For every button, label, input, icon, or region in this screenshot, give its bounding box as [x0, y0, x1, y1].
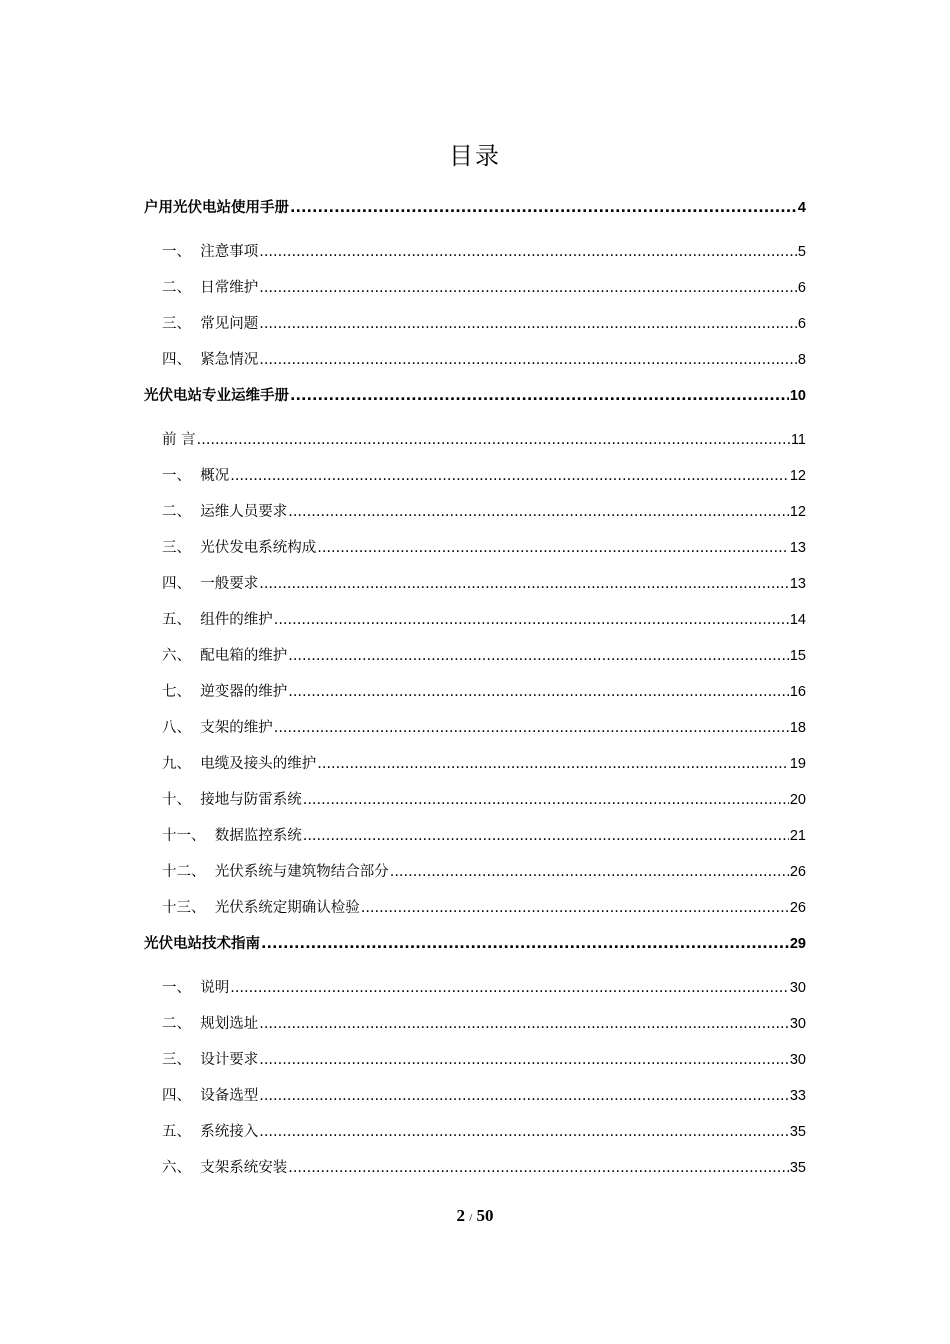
toc-entry-gap	[191, 1042, 200, 1078]
toc-subsection-entry[interactable]	[144, 494, 806, 530]
dot-leader	[288, 1150, 789, 1186]
toc-entry-gap	[191, 270, 200, 306]
toc-entry-number: 十一、	[162, 828, 206, 844]
toc-entry-page-number: 30	[789, 1052, 806, 1068]
dot-leader	[259, 306, 797, 342]
toc-entry-label: 运维人员要求	[200, 504, 288, 520]
toc-entry-label: 常见问题	[200, 316, 259, 332]
toc-entry-page-number: 30	[789, 980, 806, 996]
toc-entry-page-number: 26	[789, 864, 806, 880]
toc-entry-gap	[191, 306, 200, 342]
toc-subsection-entry[interactable]	[144, 458, 806, 494]
toc-entry-label: 光伏发电系统构成	[200, 540, 317, 556]
toc-entry-gap	[191, 566, 200, 602]
dot-leader	[390, 854, 789, 890]
toc-entry-number: 一、	[162, 468, 191, 484]
dot-leader	[259, 1042, 789, 1078]
toc-entry-page-number: 10	[789, 388, 806, 404]
dot-leader	[288, 674, 789, 710]
toc-entry-label: 光伏电站技术指南	[144, 936, 260, 952]
toc-entry-gap	[191, 970, 200, 1006]
dot-leader	[288, 494, 789, 530]
toc-subsection-entry[interactable]	[144, 1042, 806, 1078]
dot-leader	[274, 710, 789, 746]
dot-leader	[230, 458, 789, 494]
toc-entry-page-number: 18	[789, 720, 806, 736]
toc-subsection-entry[interactable]	[144, 970, 806, 1006]
toc-entry-label: 日常维护	[200, 280, 259, 296]
dot-leader	[259, 1078, 789, 1114]
toc-subsection-entry[interactable]	[144, 342, 806, 378]
toc-subsection-entry[interactable]	[144, 602, 806, 638]
toc-entry-gap	[206, 890, 215, 926]
toc-entry-number: 三、	[162, 1052, 191, 1068]
toc-entry-gap	[206, 854, 215, 890]
toc-entry-number: 二、	[162, 504, 191, 520]
toc-entry-label: 一般要求	[200, 576, 259, 592]
toc-entry-number: 十、	[162, 792, 191, 808]
toc-entry-gap	[191, 782, 200, 818]
dot-leader	[259, 270, 797, 306]
toc-entry-number: 四、	[162, 1088, 191, 1104]
toc-entry-number: 六、	[162, 648, 191, 664]
toc-entry-number: 二、	[162, 1016, 191, 1032]
toc-entry-number: 五、	[162, 612, 191, 628]
toc-entry-page-number: 19	[789, 756, 806, 772]
toc-subsection-entry[interactable]	[144, 270, 806, 306]
toc-entry-page-number: 26	[789, 900, 806, 916]
toc-entry-label: 概况	[200, 468, 230, 484]
dot-leader	[361, 890, 789, 926]
toc-entry-label: 紧急情况	[200, 352, 259, 368]
dot-leader	[259, 342, 797, 378]
toc-entry-page-number: 8	[797, 352, 806, 368]
toc-entry-gap	[191, 494, 200, 530]
dot-leader	[261, 926, 789, 962]
toc-entry-number: 五、	[162, 1124, 191, 1140]
toc-section-entry[interactable]	[144, 378, 806, 414]
dot-leader	[303, 818, 789, 854]
toc-entry-page-number: 6	[797, 280, 806, 296]
toc-subsection-entry[interactable]	[144, 674, 806, 710]
toc-subsection-entry[interactable]	[144, 638, 806, 674]
dot-leader	[259, 566, 789, 602]
toc-subsection-entry[interactable]	[144, 818, 806, 854]
toc-entry-label: 逆变器的维护	[200, 684, 288, 700]
toc-subsection-entry[interactable]	[144, 566, 806, 602]
toc-entry-page-number: 30	[789, 1016, 806, 1032]
toc-subsection-entry[interactable]	[144, 782, 806, 818]
toc-entry-page-number: 33	[789, 1088, 806, 1104]
toc-section-entry[interactable]	[144, 190, 806, 226]
toc-entry-number: 三、	[162, 540, 191, 556]
toc-entry-page-number: 11	[790, 432, 806, 448]
toc-entry-number: 三、	[162, 316, 191, 332]
toc-entry-gap	[191, 342, 200, 378]
toc-entry-label: 光伏系统定期确认检验	[214, 900, 360, 916]
toc-entry-label: 注意事项	[200, 244, 259, 260]
toc-entry-page-number: 5	[797, 244, 806, 260]
toc-subsection-entry[interactable]	[144, 746, 806, 782]
toc-entry-number: 四、	[162, 352, 191, 368]
toc-subsection-entry[interactable]	[144, 710, 806, 746]
toc-entry-gap	[206, 818, 215, 854]
toc-entry-page-number: 14	[789, 612, 806, 628]
dot-leader	[230, 970, 789, 1006]
dot-leader	[274, 602, 789, 638]
toc-subsection-entry[interactable]	[144, 1114, 806, 1150]
toc-entry-label: 配电箱的维护	[200, 648, 288, 664]
dot-leader	[317, 746, 789, 782]
toc-entry-page-number: 35	[789, 1160, 806, 1176]
table-of-contents	[144, 190, 806, 1186]
dot-leader	[303, 782, 789, 818]
toc-entry-label: 设备选型	[200, 1088, 259, 1104]
toc-subsection-entry[interactable]	[144, 890, 806, 926]
dot-leader	[259, 1114, 789, 1150]
toc-entry-page-number: 15	[789, 648, 806, 664]
toc-entry-gap	[191, 1078, 200, 1114]
toc-entry-label: 户用光伏电站使用手册	[144, 200, 289, 216]
toc-subsection-entry[interactable]	[144, 306, 806, 342]
toc-entry-label: 数据监控系统	[214, 828, 302, 844]
toc-subsection-entry[interactable]	[144, 1006, 806, 1042]
page-footer	[0, 1206, 950, 1226]
toc-entry-gap	[191, 530, 200, 566]
dot-leader	[317, 530, 789, 566]
toc-entry-gap	[191, 638, 200, 674]
toc-entry-gap	[191, 1114, 200, 1150]
dot-leader	[259, 1006, 789, 1042]
dot-leader	[290, 190, 797, 226]
toc-entry-gap	[191, 458, 200, 494]
toc-entry-page-number: 12	[789, 504, 806, 520]
toc-entry-page-number: 12	[789, 468, 806, 484]
page-separator: /	[469, 1212, 473, 1224]
toc-subsection-entry[interactable]	[144, 1078, 806, 1114]
toc-entry-label: 规划选址	[200, 1016, 259, 1032]
toc-entry-label: 接地与防雷系统	[200, 792, 302, 808]
toc-entry-number: 一、	[162, 244, 191, 260]
toc-entry-gap	[191, 746, 200, 782]
current-page-number: 2	[456, 1206, 465, 1225]
toc-entry-gap	[191, 1006, 200, 1042]
toc-subsection-entry[interactable]	[144, 1150, 806, 1186]
toc-entry-number: 九、	[162, 756, 191, 772]
toc-entry-label: 光伏电站专业运维手册	[144, 388, 289, 404]
toc-entry-gap	[191, 674, 200, 710]
toc-subsection-entry[interactable]	[144, 234, 806, 270]
toc-entry-page-number: 4	[797, 200, 806, 216]
toc-entry-label: 电缆及接头的维护	[200, 756, 317, 772]
toc-entry-number: 十三、	[162, 900, 206, 916]
toc-entry-number: 六、	[162, 1160, 191, 1176]
toc-entry-number: 十二、	[162, 864, 206, 880]
toc-section-entry[interactable]	[144, 926, 806, 962]
toc-entry-gap	[191, 1150, 200, 1186]
toc-entry-number: 二、	[162, 280, 191, 296]
toc-entry-page-number: 16	[789, 684, 806, 700]
toc-entry-label: 支架的维护	[200, 720, 273, 736]
toc-entry-page-number: 20	[789, 792, 806, 808]
toc-entry-page-number: 13	[789, 576, 806, 592]
toc-entry-number: 四、	[162, 576, 191, 592]
toc-title: 目录	[449, 142, 501, 170]
toc-entry-number: 一、	[162, 980, 191, 996]
toc-entry-number: 八、	[162, 720, 191, 736]
toc-entry-page-number: 6	[797, 316, 806, 332]
toc-entry-label: 系统接入	[200, 1124, 259, 1140]
toc-entry-label: 说明	[200, 980, 230, 996]
toc-entry-gap	[191, 710, 200, 746]
toc-entry-label: 支架系统安装	[200, 1160, 288, 1176]
toc-entry-page-number: 21	[789, 828, 806, 844]
toc-subsection-entry[interactable]	[144, 530, 806, 566]
toc-entry-label: 光伏系统与建筑物结合部分	[214, 864, 389, 880]
toc-entry-label: 前 言	[162, 432, 196, 448]
dot-leader	[197, 422, 790, 458]
total-pages: 50	[476, 1206, 494, 1225]
dot-leader	[288, 638, 789, 674]
dot-leader	[290, 378, 789, 414]
toc-entry-label: 组件的维护	[200, 612, 273, 628]
toc-subsection-entry[interactable]	[144, 422, 806, 458]
toc-entry-page-number: 13	[789, 540, 806, 556]
toc-entry-page-number: 29	[789, 936, 806, 952]
toc-entry-label: 设计要求	[200, 1052, 259, 1068]
toc-entry-number: 七、	[162, 684, 191, 700]
dot-leader	[259, 234, 797, 270]
toc-entry-gap	[191, 234, 200, 270]
toc-entry-page-number: 35	[789, 1124, 806, 1140]
toc-subsection-entry[interactable]	[144, 854, 806, 890]
toc-entry-gap	[191, 602, 200, 638]
